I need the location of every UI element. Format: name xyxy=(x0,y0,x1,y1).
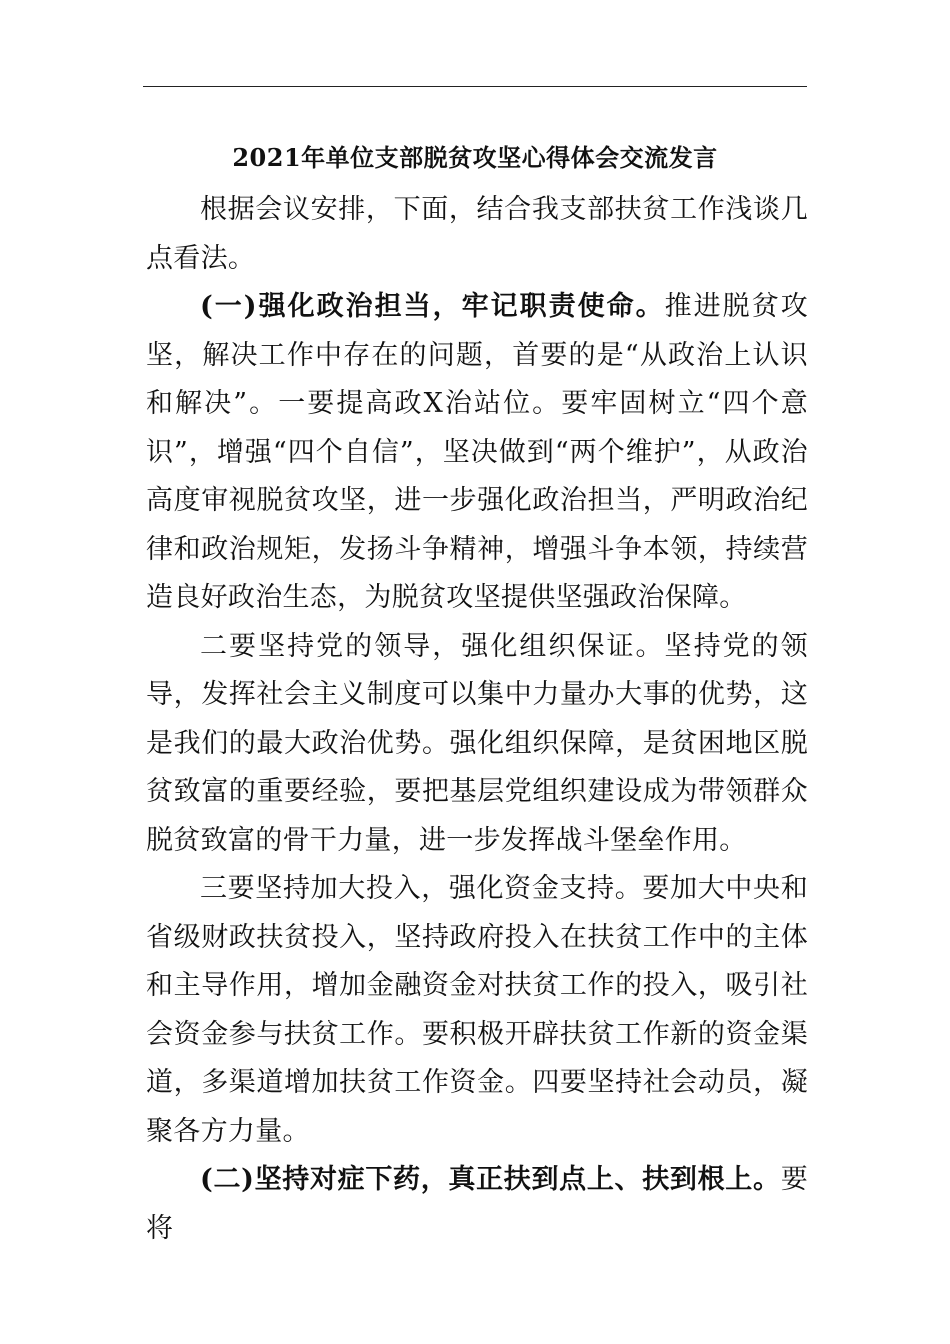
document-title: 2021年单位支部脱贫攻坚心得体会交流发言 xyxy=(232,143,718,172)
paragraph-point-two xyxy=(146,623,808,866)
paragraph-point-three xyxy=(146,865,808,1156)
paragraph-section-two xyxy=(146,1156,808,1253)
paragraph-text: 根据会议安排，下面，结合我支部扶贫工作浅谈几点看法。 xyxy=(146,194,808,274)
paragraph-text: 要将 xyxy=(146,1164,808,1244)
paragraph-text: 三要坚持加大投入，强化资金支持。要加大中央和省级财政扶贫投入，坚持政府投入在扶贫工作中的主体和主导作用，增加金融资金对扶贫工作的投入，吸引社会资金参与扶贫工作。要积极开辟扶贫工作新的资金渠道，多渠道增加扶贫工作资金。四要坚持社会动员，凝聚各方力量。 xyxy=(146,873,808,1147)
paragraph-text: 推进脱贫攻坚，解决工作中存在的问题，首要的是“从政治上认识和解决”。一要提高政X治站位。要牢固树立“四个意识”，增强“四个自信”，坚决做到“两个维护”，从政治高度审视脱贫攻坚，进一步强化政治担当，严明政治纪律和政治规矩，发扬斗争精神，增强斗争本领，持续营造良好政治生态，为脱贫攻坚提供坚强政治保障。 xyxy=(146,291,808,613)
header-rule xyxy=(143,86,807,87)
document-body xyxy=(146,186,808,1253)
paragraph-lead: (一)强化政治担当，牢记职责使命。 xyxy=(200,291,665,322)
paragraph-text: 二要坚持党的领导，强化组织保证。坚持党的领导，发挥社会主义制度可以集中力量办大事的优势，这是我们的最大政治优势。强化组织保障，是贫困地区脱贫致富的重要经验，要把基层党组织建设成为带领群众脱贫致富的骨干力量，进一步发挥战斗堡垒作用。 xyxy=(146,630,808,856)
paragraph-intro xyxy=(146,186,808,283)
paragraph-section-one xyxy=(146,283,808,623)
paragraph-lead: (二)坚持对症下药，真正扶到点上、扶到根上。 xyxy=(200,1164,781,1195)
